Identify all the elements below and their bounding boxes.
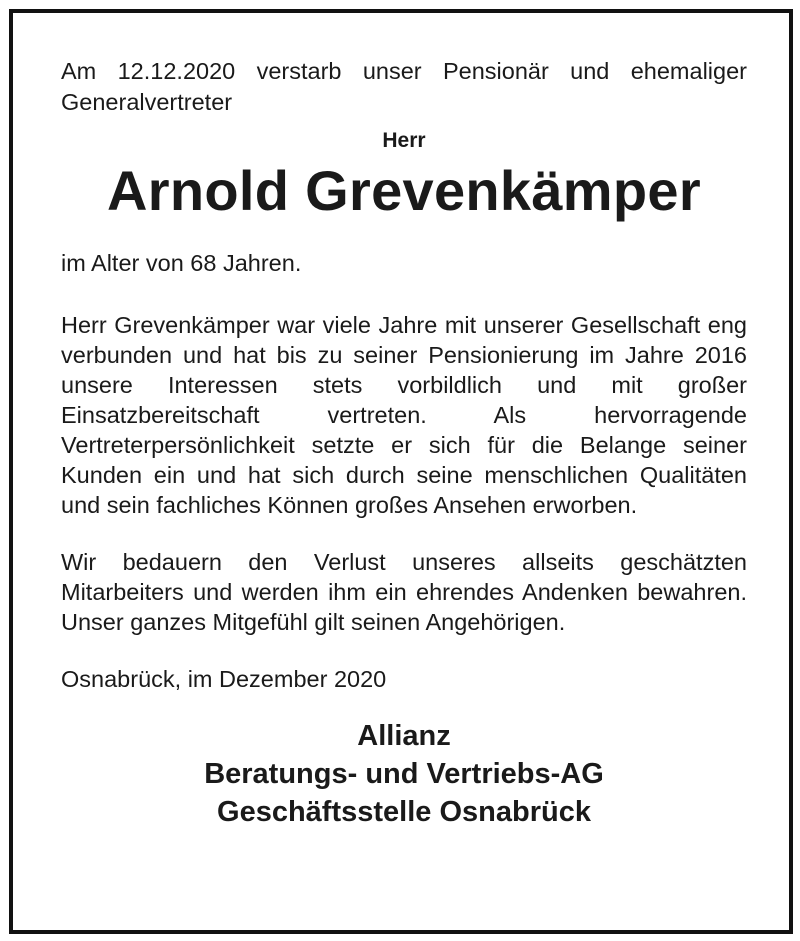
signature-block bbox=[61, 717, 747, 831]
tribute-paragraph: Herr Grevenkämper war viele Jahre mit unserer Gesellschaft eng verbunden und hat bis zu seiner Pensionierung im Jahre 2016 unsere Interessen stets vorbildlich und mit großer Einsatzbereitschaft vertreten. Als hervorragende Vertreterpersönlichkeit setzte er sich für die Belange seiner Kunden ein und hat sich durch seine menschlichen Qualitäten und sein fachliches Können großes Ansehen erworben. bbox=[61, 312, 747, 518]
signature-company: Allianz bbox=[357, 720, 451, 752]
age-line: im Alter von 68 Jahren. bbox=[61, 250, 302, 276]
deceased-name: Arnold Grevenkämper bbox=[107, 159, 701, 222]
obituary-frame bbox=[9, 9, 793, 934]
signature-division: Beratungs- und Vertriebs-AG bbox=[204, 758, 604, 790]
condolence-paragraph: Wir bedauern den Verlust unseres allseits geschätzten Mitarbeiters und werden ihm ein ehrendes Andenken bewahren. Unser ganzes Mitgefühl gilt seinen Angehörigen. bbox=[61, 549, 747, 635]
intro-text: Am 12.12.2020 verstarb unser Pensionär und ehemaliger Generalvertreter bbox=[61, 58, 747, 115]
signature-office: Geschäftsstelle Osnabrück bbox=[217, 796, 591, 828]
obituary-content bbox=[61, 56, 747, 831]
place-date: Osnabrück, im Dezember 2020 bbox=[61, 666, 387, 692]
salutation: Herr bbox=[382, 129, 426, 152]
